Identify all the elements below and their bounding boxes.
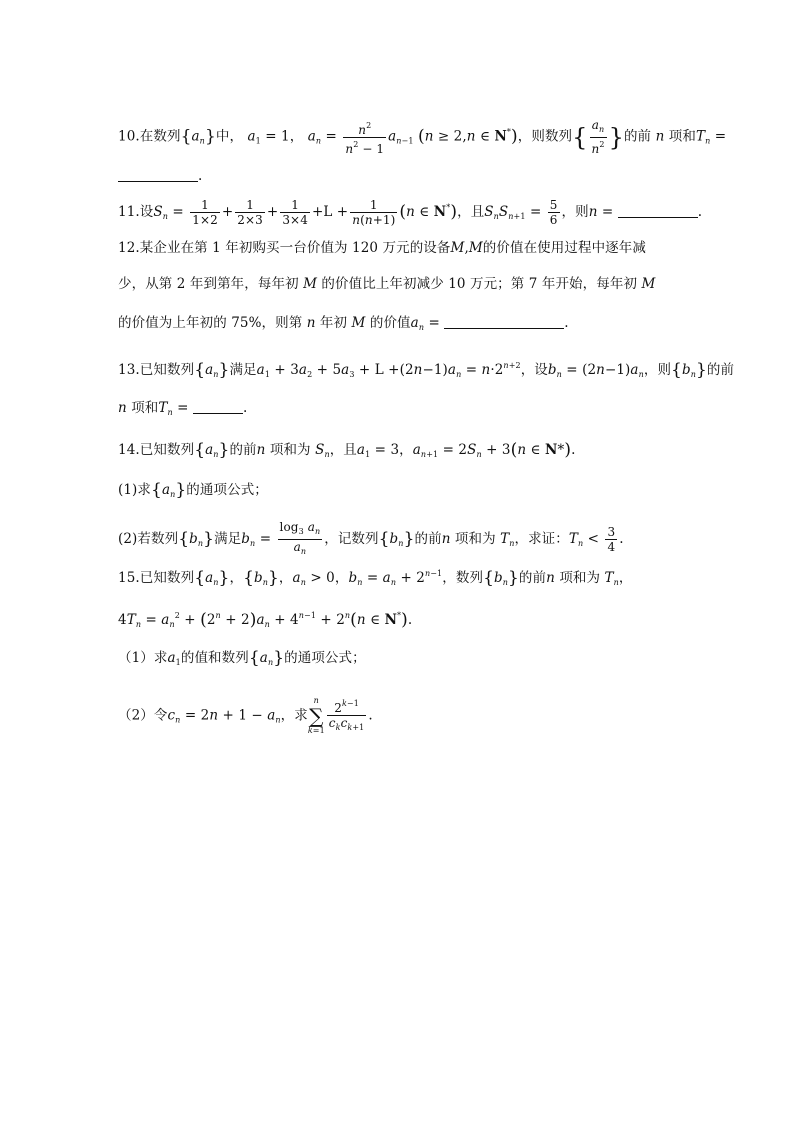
question-13-line2: n 项和$T_n$ = . [118,400,248,417]
question-12-line1: 12.某企业在第 1 年初购买一台价值为 120 万元的设备M,M的价值在使用过程中逐年减 [118,240,646,256]
question-10-answer: . [118,166,678,186]
answer-blank-10[interactable] [118,167,198,182]
answer-blank-13[interactable] [193,399,243,414]
question-12-line2: 少，从第 2 年到第年，每年初 M 的价值比上年初减少 10 万元；第 7 年开始，每年初 M [118,276,656,292]
question-12-line3: 的价值为上年初的 75%，则第 n 年初 M 的价值$a_n$ = . [118,315,569,332]
q10-number: 10. [118,128,140,145]
question-14-part1: (1)求$\{a_n\}$的通项公式； [118,480,268,500]
answer-blank-11[interactable] [618,203,698,218]
question-13: 13.已知数列$\{a_n\}$满足$a_1 + 3a_2 + 5a_3 + L +(2n-1)a_n = n\cdot 2^{n+2}$，设$b_n = (2n-1)a_n$，则$\{b_n\}$的前 [118,360,735,380]
question-11: 11.设$S_n$ = $\frac{1}{1\times 2}$ + $\frac{1}{2\times 3}$ + $\frac{1}{3\times 4}$ +L + $\frac{1}{n(n+1)}$ (n ∈ N*)，且$S_nS_{n+1}$ = $\frac{5}{6}$ ，则n = . [118,198,703,227]
answer-blank-12[interactable] [444,314,564,329]
question-15-equation: $4T_n = a_n^2 + (2^n + 2)a_n + 4^{n-1} + 2^n(n$ ∈ N*). [118,610,413,630]
question-14: 14.已知数列$\{a_n\}$的前n 项和为 $S_n$，且$a_1 = 3$，$a_{n+1} = 2S_n + 3(n$ ∈ N*). [118,440,576,460]
question-15: 15.已知数列$\{a_n\}$，$\{b_n\}$，$a_n > 0$，$b_n = a_n + 2^{n-1}$，数列$\{b_n\}$的前n 项和为 $T_n$， [118,568,633,588]
question-14-part2: (2)若数列$\{b_n\}$满足$b_n$ = $\frac{\log_3 a_n}{a_n}$ ，记数列$\{b_n\}$的前n 项和为 $T_n$，求证：$T_n$ < $\frac{3}{4}$ . [118,520,624,556]
question-15-part2: （2）令$c_n = 2n + 1 - a_n$，求n ∑ k=1 $\frac{2^{k-1}}{c_kc_{k+1}}$ . [118,696,373,735]
question-10: 10.在数列$\{a_n\}$中， $a_1 = 1$， $a_n$ = $\frac{n^2}{n^2 - 1}$ $a_{n-1}$ (n ≥ 2,n ∈ N*)，则数列{ $\frac{a_n}{n^2}$ }的前 n 项和$T_n$ = [118,118,727,156]
question-15-part1: （1）求$a_1$的值和数列$\{a_n\}$的通项公式； [118,648,366,668]
